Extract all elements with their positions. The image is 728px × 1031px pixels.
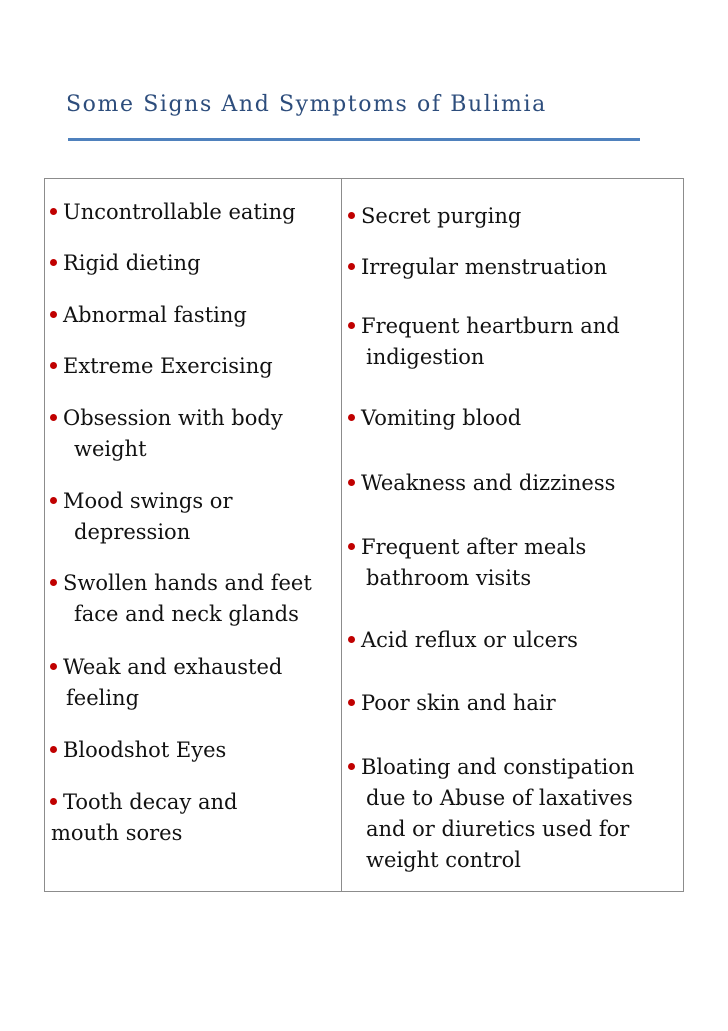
- list-item: Obsession with body weight: [50, 403, 283, 465]
- list-item: Extreme Exercising: [50, 351, 273, 382]
- bullet-icon: [50, 208, 57, 215]
- bullet-icon: [348, 543, 355, 550]
- list-item: Acid reflux or ulcers: [348, 625, 578, 656]
- bullet-icon: [50, 663, 57, 670]
- bullet-icon: [50, 746, 57, 753]
- list-item: Mood swings or depression: [50, 486, 232, 548]
- list-item: Secret purging: [348, 201, 521, 232]
- bullet-icon: [50, 497, 57, 504]
- bullet-icon: [50, 798, 57, 805]
- page-title: Some Signs And Symptoms of Bulimia: [66, 92, 547, 117]
- bullet-icon: [50, 311, 57, 318]
- bullet-icon: [50, 414, 57, 421]
- list-item: Frequent heartburn and indigestion: [348, 311, 620, 373]
- bullet-icon: [348, 212, 355, 219]
- list-item: Weakness and dizziness: [348, 468, 615, 499]
- list-item: Irregular menstruation: [348, 252, 607, 283]
- bullet-icon: [348, 636, 355, 643]
- bullet-icon: [50, 259, 57, 266]
- bullet-icon: [348, 322, 355, 329]
- list-item: Poor skin and hair: [348, 688, 556, 719]
- bullet-icon: [348, 414, 355, 421]
- list-item: Uncontrollable eating: [50, 197, 296, 228]
- list-item: Tooth decay and mouth sores: [51, 790, 238, 845]
- title-underline: [68, 138, 640, 141]
- list-item: Bloodshot Eyes: [50, 735, 226, 766]
- list-item: Rigid dieting: [50, 248, 201, 279]
- list-item: Swollen hands and feet face and neck glands: [50, 568, 312, 630]
- bullet-icon: [348, 479, 355, 486]
- list-item: Frequent after meals bathroom visits: [348, 532, 586, 594]
- list-item: Bloating and constipation due to Abuse of laxatives and or diuretics used for weight control: [348, 752, 634, 876]
- bullet-icon: [348, 263, 355, 270]
- list-item: Vomiting blood: [348, 403, 521, 434]
- bullet-icon: [348, 763, 355, 770]
- bullet-icon: [348, 699, 355, 706]
- bullet-icon: [50, 579, 57, 586]
- bullet-icon: [50, 362, 57, 369]
- list-item: Weak and exhausted feeling: [50, 652, 282, 714]
- list-item: Abnormal fasting: [50, 300, 247, 331]
- column-divider: [341, 178, 342, 891]
